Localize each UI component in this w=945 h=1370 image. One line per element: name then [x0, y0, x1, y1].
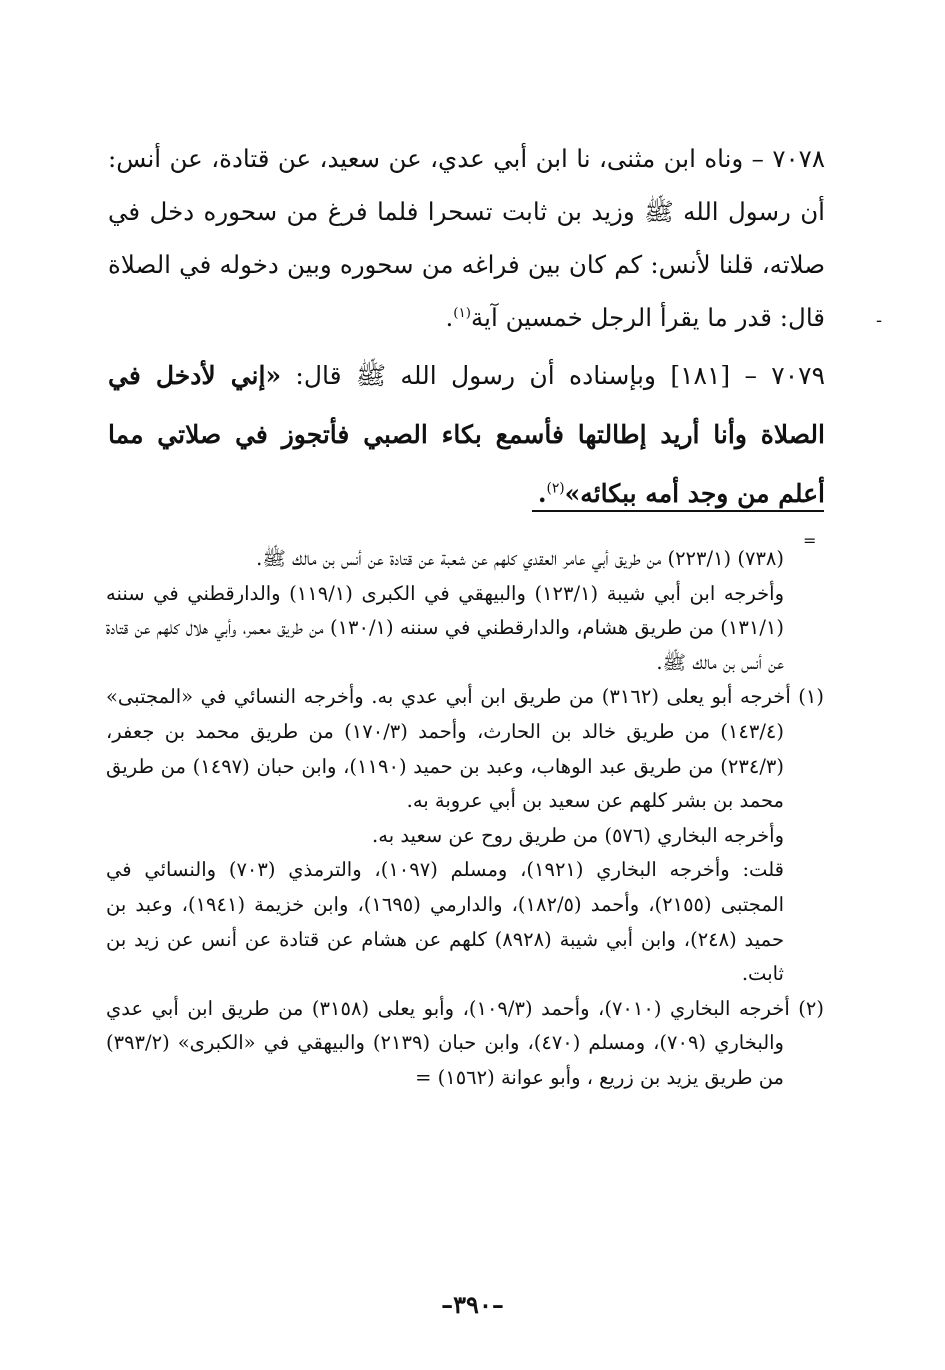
hadith-7078-text: ٧٠٧٨ – وناه ابن مثنى، نا ابن أبي عدي، عن سعيد، عن قتادة، عن أنس: أن رسول الله ﷺ وزيد بن ثابت تسحرا فلما فرغ من سحوره دخل في صلاته، قلنا لأنس: كم كان بين فراغه من سحوره وبين دخوله في الصلاة قال: قدر ما يقرأ الرجل خمسين آية — [108, 144, 825, 332]
footnote-2: (٢) أخرجه البخاري (٧٠١٠)، وأحمد (١٠٩/٣)، وأبو يعلى (٣١٥٨) من طريق ابن أبي عدي والبخاري (٧٠٩)، ومسلم (٤٧٠)، وابن حبان (٢١٣٩) والبيهقي في «الكبرى» (٣٩٣/٢) من طريق يزيد بن زريع ، وأبو عوانة (١٥٦٢) = — [106, 996, 825, 1089]
hadith-7079-intro: ٧٠٧٩ – [١٨١] وبإسناده أن رسول الله ﷺ قال: — [281, 361, 826, 390]
hadith-7078: ٧٠٧٨ – وناه ابن مثنى، نا ابن أبي عدي، عن سعيد، عن قتادة، عن أنس: أن رسول الله ﷺ وزيد بن ثابت تسحرا فلما فرغ من سحوره دخل في صلاته، قلنا لأنس: كم كان بين فراغه من سحوره وبين دخوله في الصلاة قال: قدر ما يقرأ الرجل خمسين آية$^{(١)}$. — [108, 144, 825, 332]
footnotes — [106, 542, 824, 1096]
footnote-1: (١) أخرجه أبو يعلى (٣١٦٢) من طريق ابن أبي عدي به. وأخرجه النسائي في «المجتبى» (١٤٣/٤) من طريق خالد بن الحارث، وأحمد (١٧٠/٣) من طريق محمد بن جعفر، (٢٣٤/٣) من طريق عبد الوهاب، وعبد بن حميد (١١٩٠)، وابن حبان (١٤٩٧) من طريق محمد بن بشر كلهم عن سعيد بن أبي عروبة به. — [106, 685, 824, 813]
hadith-7079: ٧٠٧٩ – [١٨١] وبإسناده أن رسول الله ﷺ قال: «إني لأدخل في الصلاة وأنا أريد إطالتها فأسمع بكاء الصبي فأتجوز في صلاتي مما أعلم من وجد أمه ببكائه»$^{(٢)}$. — [108, 361, 826, 508]
hadith-7079-quote: «إني لأدخل في الصلاة وأنا أريد إطالتها فأسمع بكاء الصبي فأتجوز في صلاتي مما أعلم من وجد أمه ببكائه» — [108, 361, 826, 508]
margin-dash: - — [876, 310, 883, 331]
footnote-separator — [532, 510, 824, 512]
main-text — [108, 132, 825, 523]
footnote-paragraph: قلت: وأخرجه البخاري (١٩٢١)، ومسلم (١٠٩٧)، والترمذي (٧٠٣) والنسائي في المجتبى (٢١٥٥)، وأحمد (١٨٢/٥)، والدارمي (١٦٩٥)، وابن خزيمة (١٩٤١)، وعبد بن حميد (٢٤٨)، وابن أبي شيبة (٨٩٢٨) كلهم عن هشام عن قتادة عن أنس عن زيد بن ثابت. — [106, 858, 784, 986]
footnote-paragraph: وأخرجه البخاري (٥٧٦) من طريق روح عن سعيد به. — [372, 823, 784, 847]
continuation-mark: = — [803, 531, 817, 550]
footnote-ref-2: (٢) — [546, 480, 565, 497]
footnote-ref-1: (١) — [453, 304, 472, 321]
page-number: –٣٩٠– — [441, 1290, 504, 1319]
footnote-continued: (٧٣٨) (٢٢٣/١) من طريق أبي عامر العقدي كلهم عن شعبة عن قتادة عن أنس بن مالك ﷺ. — [256, 547, 784, 570]
footnote-paragraph: وأخرجه ابن أبي شيبة (١٢٣/١) والبيهقي في الكبرى (١١٩/١) والدارقطني في سننه (١٣١/١) من طريق هشام، والدارقطني في سننه (١٣٠/١) من طريق معمر، وأبي هلال كلهم عن قتادة عن أنس بن مالك ﷺ. — [106, 581, 784, 674]
